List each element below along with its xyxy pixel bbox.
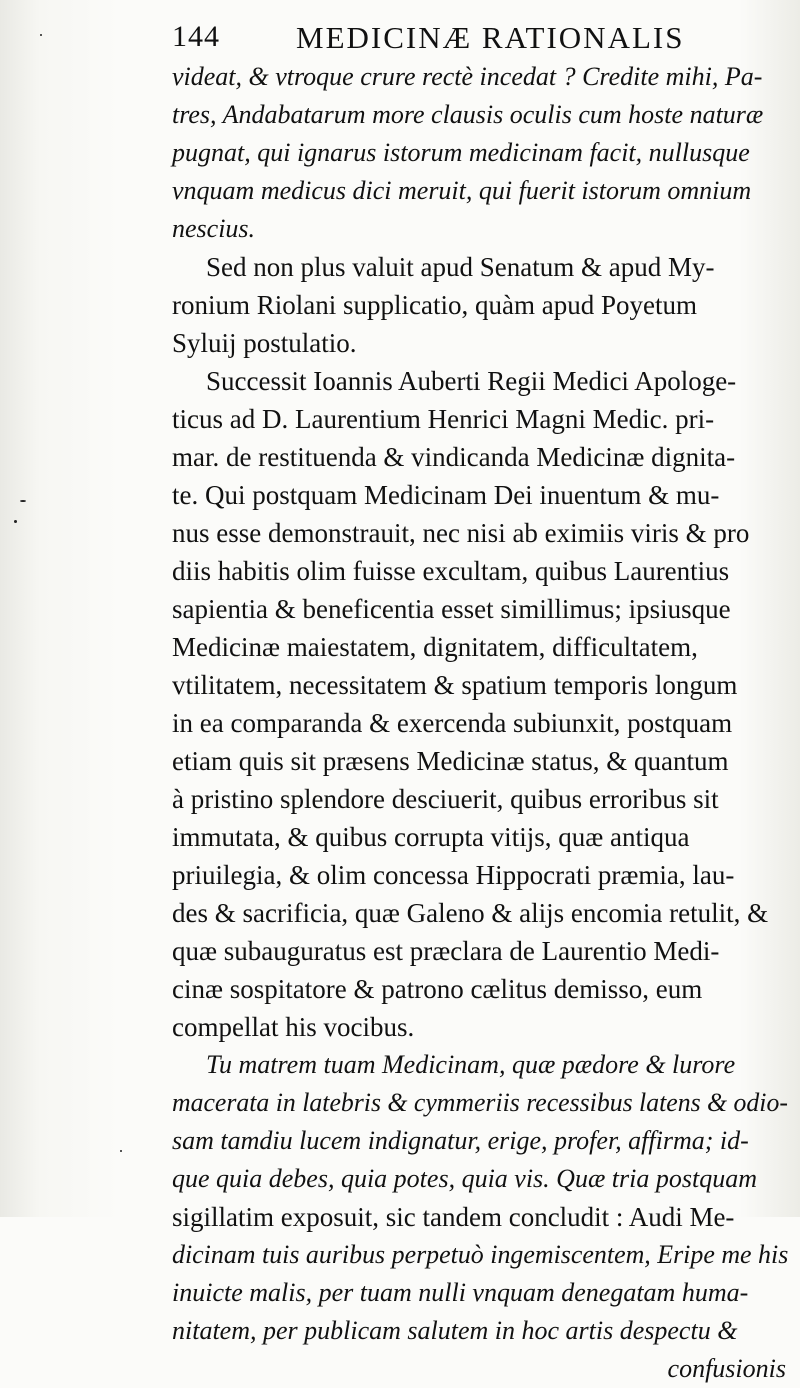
text-line: Syluij postulatio.: [172, 328, 357, 358]
text-line: etiam quis sit præsens Medicinæ status, & quantum: [172, 746, 729, 776]
text-line: priuilegia, & olim concessa Hippocrati præmia, lau-: [172, 860, 735, 890]
text-line: Medicinæ maiestatem, dignitatem, difficultatem,: [172, 632, 698, 662]
text-line: te. Qui postquam Medicinam Dei inuentum & mu-: [172, 480, 720, 510]
text-line: tres, Andabatarum more clausis oculis cum hoste naturæ: [172, 100, 764, 129]
text-line: macerata in latebris & cymmeriis recessibus latens & odio-: [172, 1088, 788, 1117]
text-line: diis habitis olim fuisse excultam, quibus Laurentius: [172, 556, 730, 586]
text-line: compellat his vocibus.: [172, 1012, 415, 1042]
text-line: dicinam tuis auribus perpetuò ingemiscentem, Eripe me his: [172, 1240, 789, 1269]
text-line: ticus ad D. Laurentium Henrici Magni Medic. pri-: [172, 404, 715, 434]
page-number: 144: [172, 20, 220, 53]
text-line: quæ subauguratus est præclara de Laurentio Medi-: [172, 936, 720, 966]
text-line: pugnat, qui ignarus istorum medicinam facit, nullusque: [172, 138, 750, 167]
ink-speck: [14, 520, 17, 523]
text-line: ronium Riolani supplicatio, quàm apud Poyetum: [172, 290, 697, 320]
text-line: videat, & vtroque crure rectè incedat ? Credite mihi, Pa-: [172, 62, 763, 91]
text-line: Sed non plus valuit apud Senatum & apud My-: [206, 252, 715, 282]
text-line: vtilitatem, necessitatem & spatium temporis longum: [172, 670, 738, 700]
text-line: sapientia & beneficentia esset simillimus; ipsiusque: [172, 594, 731, 624]
ink-speck: [40, 34, 42, 36]
text-line: nescius.: [172, 214, 256, 243]
running-head: [172, 14, 712, 58]
text-line: à pristino splendore desciuerit, quibus erroribus sit: [172, 784, 719, 814]
running-head-title: MEDICINÆ RATIONALIS: [296, 20, 685, 55]
body-text: [172, 58, 788, 1388]
text-line: vnquam medicus dici meruit, qui fuerit istorum omnium: [172, 176, 752, 205]
text-line: in ea comparanda & exercenda subiunxit, postquam: [172, 708, 733, 738]
text-line: inuicte malis, per tuam nulli vnquam denegatam huma-: [172, 1278, 749, 1307]
text-line: mar. de restituenda & vindicanda Medicinæ dignita-: [172, 442, 736, 472]
text-line: Tu matrem tuam Medicinam, quæ pædore & lurore: [206, 1050, 736, 1079]
text-line: nitatem, per publicam salutem in hoc artis despectu &: [172, 1316, 738, 1345]
ink-speck: [120, 1150, 122, 1152]
catchword: confusionis: [667, 1354, 786, 1383]
text-line: sam tamdiu lucem indignatur, erige, profer, affirma; id-: [172, 1126, 749, 1155]
text-line: Successit Ioannis Auberti Regii Medici Apologe-: [206, 366, 737, 396]
text-line: que quia debes, quia potes, quia vis. Quæ tria postquam: [172, 1164, 757, 1193]
text-line: cinæ sospitatore & patrono cælitus demisso, eum: [172, 974, 703, 1004]
text-line: immutata, & quibus corrupta vitijs, quæ antiqua: [172, 822, 690, 852]
ink-speck: [20, 500, 26, 502]
text-line: nus esse demonstrauit, nec nisi ab eximiis viris & pro: [172, 518, 750, 548]
text-line: sigillatim exposuit, sic tandem concludit : Audi Me-: [172, 1202, 735, 1232]
text-line: des & sacrificia, quæ Galeno & alijs encomia retulit, &: [172, 898, 769, 928]
